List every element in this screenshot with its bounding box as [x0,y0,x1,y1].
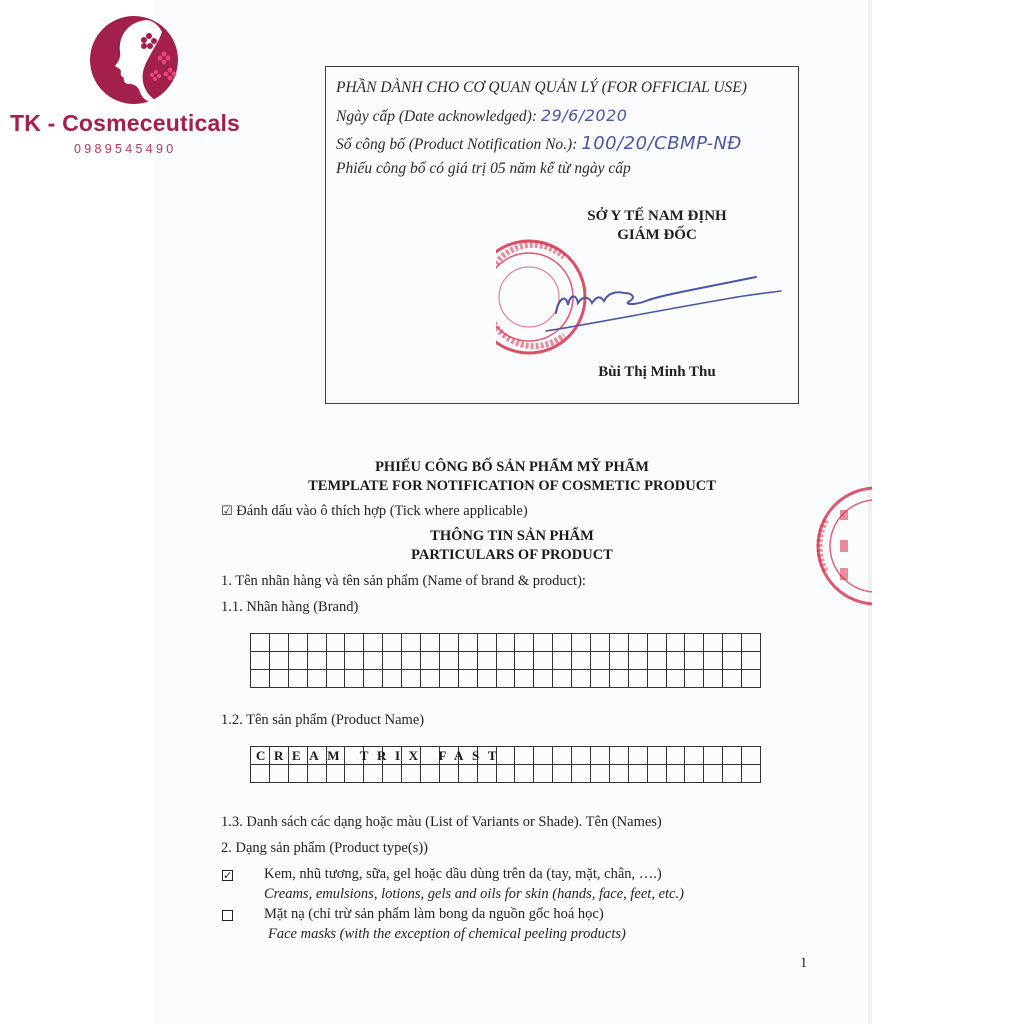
grid-cell [383,652,402,670]
grid-cell [704,670,723,688]
grid-cell [685,670,704,688]
grid-cell [553,652,572,670]
date-label: Ngày cấp (Date acknowledged): [336,108,538,125]
grid-cell [515,670,534,688]
brand-phone: 0989545490 [74,142,177,156]
grid-cell [553,670,572,688]
grid-cell [667,670,686,688]
grid-cell [572,747,591,765]
grid-cell [591,765,610,783]
grid-cell [497,765,516,783]
grid-cell [723,747,742,765]
grid-cell [629,634,648,652]
official-seal-and-signature [496,235,786,365]
tick-note: Đánh dấu vào ô thích hợp (Tick where applicable) [236,503,528,519]
date-value: 29/6/2020 [540,106,628,125]
product-name-grid [250,746,761,783]
tick-note-row [221,503,528,520]
grid-cell [704,747,723,765]
grid-cell [402,765,421,783]
grid-cell [610,670,629,688]
grid-cell [270,765,289,783]
grid-cell [704,765,723,783]
grid-cell [478,634,497,652]
question-2: 2. Dạng sản phẩm (Product type(s)) [221,840,428,856]
grid-cell [251,765,270,783]
grid-cell [440,634,459,652]
grid-cell [610,634,629,652]
grid-cell [610,765,629,783]
grid-cell [364,765,383,783]
signer-name: Bùi Thị Minh Thu [598,364,716,380]
form-title-en: TEMPLATE FOR NOTIFICATION OF COSMETIC PRODUCT [308,478,716,494]
grid-cell [742,652,761,670]
partial-company-seal [812,480,872,616]
grid-cell [497,670,516,688]
grid-cell [327,652,346,670]
grid-cell [421,765,440,783]
grid-cell [591,634,610,652]
question-1-3: 1.3. Danh sách các dạng hoặc màu (List of Variants or Shade). Tên (Names) [221,814,662,830]
grid-cell [251,634,270,652]
grid-cell [629,747,648,765]
grid-cell [270,652,289,670]
brand-name-grid [250,633,761,688]
grid-cell [345,652,364,670]
grid-cell [648,652,667,670]
notification-number-row [336,133,742,154]
grid-cell [610,652,629,670]
grid-cell [572,670,591,688]
grid-cell [685,634,704,652]
notification-number-label: Số công bố (Product Notification No.): [336,136,578,153]
grid-cell [289,652,308,670]
grid-cell [308,634,327,652]
date-acknowledged-row [336,106,627,126]
grid-cell [553,634,572,652]
grid-cell [534,670,553,688]
section-title-en: PARTICULARS OF PRODUCT [411,547,613,563]
product-type-label-vi: Mặt nạ (chỉ trừ sản phẩm làm bong da nguồn gốc hoá học) [264,906,604,922]
grid-cell [402,652,421,670]
official-use-box [325,66,799,404]
checked-box-icon: ☑ [221,504,233,519]
grid-cell [383,634,402,652]
grid-cell [591,652,610,670]
grid-cell [572,652,591,670]
grid-cell [515,747,534,765]
grid-cell [534,747,553,765]
grid-cell [742,765,761,783]
grid-cell [629,670,648,688]
authority-name: SỞ Y TẾ NAM ĐỊNH [587,208,727,224]
grid-cell [667,652,686,670]
grid-cell [572,634,591,652]
product-type-label-vi: Kem, nhũ tương, sữa, gel hoặc dầu dùng trên da (tay, mặt, chân, ….) [264,866,662,882]
grid-cell [327,634,346,652]
official-heading: PHẦN DÀNH CHO CƠ QUAN QUẢN LÝ (FOR OFFICIAL USE) [336,79,747,96]
grid-cell [421,652,440,670]
grid-cell [327,765,346,783]
empty-box-icon[interactable] [222,910,233,921]
grid-cell [553,747,572,765]
grid-cell [723,670,742,688]
product-type-label-en: Creams, emulsions, lotions, gels and oils for skin (hands, face, feet, etc.) [264,886,684,902]
question-1-2: 1.2. Tên sản phẩm (Product Name) [221,712,425,728]
notification-number-value: 100/20/CBMP-NĐ [581,133,742,154]
grid-cell [742,634,761,652]
grid-cell [459,652,478,670]
grid-cell [667,765,686,783]
grid-cell [742,747,761,765]
grid-cell [515,652,534,670]
product-name-value: CREAM TRIX FAST [256,748,506,763]
grid-cell [723,765,742,783]
grid-cell [591,747,610,765]
grid-cell [459,634,478,652]
grid-cell [251,652,270,670]
grid-cell [648,765,667,783]
section-title-vi: THÔNG TIN SẢN PHẨM [430,528,594,544]
product-type-label-en: Face masks (with the exception of chemical peeling products) [268,926,626,942]
authority-position: GIÁM ĐỐC [617,227,697,243]
brand-name: TK - Cosmeceuticals [10,110,241,136]
grid-cell [364,634,383,652]
grid-cell [629,652,648,670]
grid-cell [591,670,610,688]
page-number: 1 [800,955,808,971]
grid-cell [308,765,327,783]
grid-cell [723,634,742,652]
grid-cell [648,670,667,688]
grid-cell [364,670,383,688]
grid-cell [610,747,629,765]
grid-cell [648,634,667,652]
grid-cell [704,634,723,652]
grid-cell [497,634,516,652]
question-1: 1. Tên nhãn hàng và tên sản phẩm (Name of brand & product): [221,573,586,589]
grid-cell [534,765,553,783]
grid-cell [289,634,308,652]
validity-note: Phiếu công bố có giá trị 05 năm kể từ ngày cấp [336,160,631,177]
grid-cell [308,670,327,688]
checked-box-icon[interactable]: ✓ [223,869,233,882]
grid-cell [685,747,704,765]
grid-cell [704,652,723,670]
grid-cell [440,765,459,783]
question-1-1: 1.1. Nhãn hàng (Brand) [221,599,359,615]
grid-cell [345,670,364,688]
grid-cell [553,765,572,783]
grid-cell [572,765,591,783]
grid-cell [459,765,478,783]
grid-cell [383,670,402,688]
grid-cell [685,652,704,670]
grid-cell [421,634,440,652]
grid-cell [497,652,516,670]
grid-cell [478,670,497,688]
grid-cell [383,765,402,783]
grid-cell [629,765,648,783]
grid-cell [648,747,667,765]
grid-cell [667,634,686,652]
grid-cell [289,765,308,783]
grid-cell [421,670,440,688]
grid-cell [289,670,308,688]
grid-cell [515,634,534,652]
grid-cell [402,634,421,652]
grid-cell [308,652,327,670]
grid-cell [478,652,497,670]
grid-cell [270,670,289,688]
grid-cell [440,652,459,670]
grid-cell [345,765,364,783]
woman-profile-flowers-icon [88,14,180,106]
grid-cell [534,652,553,670]
grid-cell [440,670,459,688]
grid-cell [327,670,346,688]
grid-cell [345,634,364,652]
grid-cell [402,670,421,688]
grid-cell [515,765,534,783]
grid-cell [270,634,289,652]
grid-cell [723,652,742,670]
grid-cell [459,670,478,688]
grid-cell [364,652,383,670]
grid-cell [742,670,761,688]
form-title-vi: PHIẾU CÔNG BỐ SẢN PHẨM MỸ PHẨM [375,459,649,475]
grid-cell [534,634,553,652]
grid-cell [251,670,270,688]
grid-cell [685,765,704,783]
grid-cell [478,765,497,783]
grid-cell [667,747,686,765]
